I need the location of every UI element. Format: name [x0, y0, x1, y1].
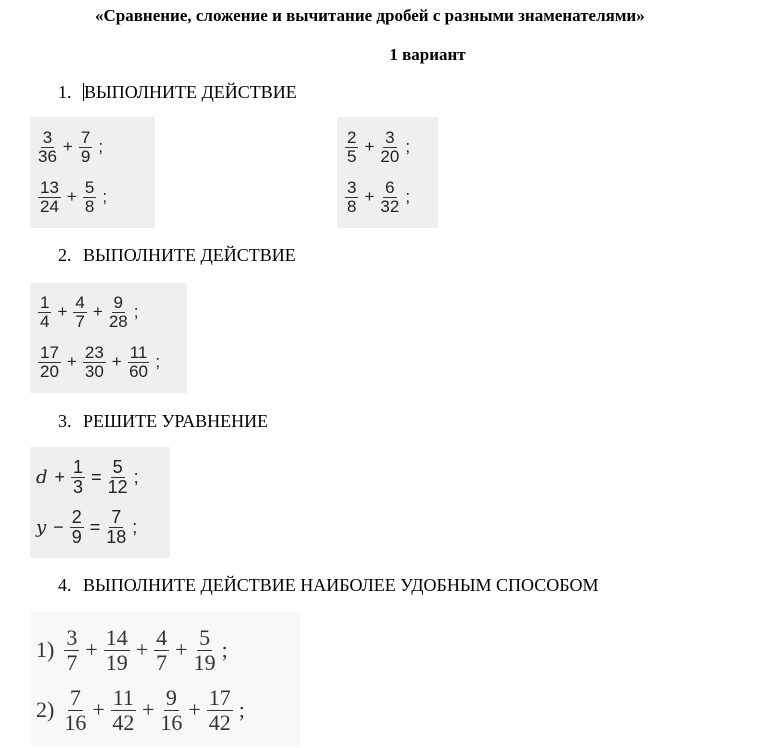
- expression-line: [30, 172, 155, 222]
- task-1-heading: [58, 82, 297, 103]
- denominator: 16: [64, 709, 87, 735]
- denominator: 20: [380, 146, 400, 166]
- operator: ;: [155, 352, 161, 371]
- operator: ;: [238, 697, 245, 722]
- numerator: 4: [75, 292, 85, 312]
- fraction: [38, 179, 61, 216]
- operator: +: [92, 302, 103, 321]
- document-title: «Сравнение, сложение и вычитание дробей с разными знаменателями»: [95, 6, 645, 25]
- numerator: 14: [105, 625, 128, 651]
- variable: d: [36, 466, 48, 488]
- denominator: 7: [66, 649, 78, 675]
- fraction: [64, 686, 86, 733]
- item-label: 2): [36, 697, 55, 722]
- operator: ;: [221, 637, 228, 662]
- expression-line: [30, 620, 300, 680]
- task-text: ВЫПОЛНИТЕ ДЕЙСТВИЕ НАИБОЛЕЕ УДОБНЫМ СПОСОБОМ: [83, 575, 599, 595]
- numerator: 9: [165, 685, 177, 711]
- numerator: 11: [112, 685, 134, 711]
- numerator: 3: [42, 127, 53, 147]
- expression-line: [30, 122, 155, 172]
- numerator: 4: [156, 625, 168, 651]
- denominator: 8: [84, 196, 95, 216]
- fraction: [154, 626, 169, 673]
- operator: +: [111, 352, 122, 371]
- numerator: 7: [111, 506, 122, 527]
- fraction: [108, 458, 128, 497]
- operator: ;: [98, 137, 104, 156]
- expression-line: [30, 452, 170, 502]
- task-4-heading: [58, 575, 598, 596]
- operator: =: [89, 516, 101, 537]
- denominator: 4: [40, 311, 50, 331]
- item-label: 1): [36, 637, 55, 662]
- denominator: 5: [347, 146, 357, 166]
- operator: +: [66, 187, 77, 206]
- numerator: 3: [66, 625, 78, 651]
- fraction: [38, 344, 61, 381]
- fraction: [71, 458, 85, 497]
- fraction: [104, 626, 130, 673]
- fraction: [380, 179, 399, 216]
- operator: +: [188, 697, 201, 722]
- task-2-expressions-image: [30, 283, 187, 393]
- task-1a-expressions-image: [30, 117, 155, 228]
- numerator: 9: [113, 292, 123, 312]
- expression-line: [30, 337, 187, 387]
- task-number: 2.: [58, 245, 72, 265]
- operator: +: [92, 697, 105, 722]
- numerator: 1: [73, 456, 84, 477]
- fraction: [79, 129, 92, 166]
- operator: +: [135, 637, 149, 662]
- denominator: 16: [160, 709, 183, 735]
- numerator: 23: [84, 342, 104, 362]
- operator: +: [57, 302, 68, 321]
- fraction: [160, 686, 182, 733]
- fraction: [345, 179, 358, 216]
- task-text: ВЫПОЛНИТЕ ДЕЙСТВИЕ: [84, 82, 297, 102]
- task-text: РЕШИТЕ УРАВНЕНИЕ: [83, 411, 269, 431]
- denominator: 7: [156, 649, 168, 675]
- operator: +: [364, 137, 375, 156]
- task-2-heading: [58, 245, 296, 266]
- operator: +: [62, 137, 73, 156]
- denominator: 36: [38, 146, 57, 166]
- denominator: 18: [106, 526, 127, 547]
- fraction: [38, 129, 57, 166]
- variant-label: 1 вариант: [389, 45, 466, 64]
- numerator: 17: [40, 342, 59, 362]
- fraction: [109, 294, 128, 331]
- denominator: 12: [107, 476, 128, 497]
- fraction: [38, 294, 51, 331]
- denominator: 19: [105, 649, 128, 675]
- operator: ;: [132, 516, 138, 537]
- numerator: 17: [208, 685, 231, 711]
- numerator: 2: [71, 506, 82, 527]
- fraction: [207, 686, 233, 733]
- numerator: 13: [40, 177, 59, 197]
- fraction: [83, 179, 96, 216]
- denominator: 3: [73, 476, 84, 497]
- variable: y: [36, 516, 47, 538]
- expression-line: [337, 122, 438, 172]
- task-number: 1.: [58, 82, 72, 102]
- denominator: 9: [71, 526, 82, 547]
- operator: ;: [102, 187, 108, 206]
- denominator: 42: [112, 709, 135, 735]
- expression-line: [30, 287, 187, 337]
- task-3-heading: [58, 411, 268, 432]
- operator: ;: [133, 466, 139, 487]
- task-number: 3.: [58, 411, 72, 431]
- fraction: [83, 344, 106, 381]
- operator: +: [175, 637, 188, 662]
- denominator: 60: [129, 361, 148, 381]
- task-3-equations-image: [30, 447, 170, 558]
- numerator: 2: [347, 127, 357, 147]
- operator: +: [85, 637, 98, 662]
- denominator: 19: [193, 649, 216, 675]
- fraction: [70, 508, 84, 547]
- expression-line: [30, 680, 300, 740]
- operator: ;: [133, 302, 139, 321]
- numerator: 6: [385, 177, 395, 197]
- expression-line: [30, 502, 170, 552]
- task-1b-expressions-image: [337, 117, 438, 228]
- denominator: 9: [80, 146, 91, 166]
- operator: ;: [405, 187, 411, 206]
- fraction: [73, 294, 86, 331]
- numerator: 7: [69, 685, 81, 711]
- operator: −: [53, 516, 64, 537]
- operator: +: [66, 352, 77, 371]
- fraction: [111, 686, 136, 733]
- numerator: 5: [199, 625, 211, 651]
- denominator: 30: [84, 361, 104, 381]
- numerator: 3: [347, 177, 357, 197]
- numerator: 5: [112, 456, 123, 477]
- task-text: ВЫПОЛНИТЕ ДЕЙСТВИЕ: [83, 245, 296, 265]
- operator: +: [54, 466, 66, 487]
- operator: =: [91, 466, 102, 487]
- operator: ;: [405, 137, 411, 156]
- operator: +: [364, 187, 375, 206]
- denominator: 7: [75, 311, 85, 331]
- fraction: [64, 626, 79, 673]
- denominator: 32: [380, 196, 400, 216]
- denominator: 8: [347, 196, 357, 216]
- operator: +: [141, 697, 155, 722]
- task-4-expressions-image: [30, 612, 300, 746]
- numerator: 3: [385, 127, 395, 147]
- fraction: [345, 129, 358, 166]
- fraction: [128, 344, 150, 381]
- numerator: 7: [80, 127, 91, 147]
- fraction: [106, 508, 126, 547]
- numerator: 5: [84, 177, 95, 197]
- numerator: 1: [40, 292, 50, 312]
- fraction: [194, 626, 216, 673]
- task-number: 4.: [58, 575, 72, 595]
- denominator: 28: [108, 311, 128, 331]
- denominator: 42: [208, 709, 231, 735]
- expression-line: [337, 172, 438, 222]
- denominator: 20: [40, 361, 59, 381]
- fraction: [380, 129, 399, 166]
- numerator: 11: [129, 342, 148, 362]
- denominator: 24: [40, 196, 59, 216]
